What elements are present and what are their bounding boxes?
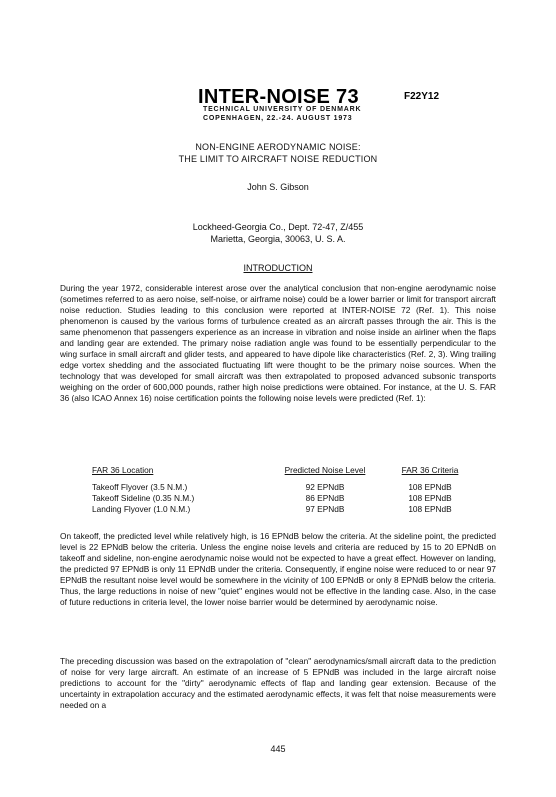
- cell-criteria: 108 EPNdB: [408, 493, 452, 503]
- paper-title-line-2: THE LIMIT TO AIRCRAFT NOISE REDUCTION: [178, 154, 378, 164]
- page-number: 445: [270, 744, 286, 754]
- section-heading: [0, 263, 556, 273]
- paragraph-1: During the year 1972, considerable interest arose over the analytical conclusion that non-engine aerodynamic noise (sometimes referred to as aero noise, self-noise, or airframe noise) could be a lower barrier or limit for transport aircraft noise reduction. Studies leading to this conclusion were reported at INTER-NOISE 72 (Ref. 1). This noise phenomenon is caused by the various forms of turbulence created as an aircraft passes through the air. This is the same phenomenon that passengers experience as an increase in vibration and noise inside an airliner when the flaps and landing gear are extended. The primary noise radiation angle was found to be essentially perpendicular to the wing surface in small aircraft and glider tests, and appeared to have dipole like characteristics (Ref. 2, 3). Wing trailing edge vortex shedding and the associated fluctuating lift were thought to be the primary noise sources. When the technology that was developed for small aircraft was then extrapolated to proposed advanced subsonic transports weighing on the order of 600,000 pounds, rather high noise predictions were obtained. For instance, at the U. S. FAR 36 (also ICAO Annex 16) noise certification points the following noise levels were predicted (Ref. 1):: [60, 283, 496, 404]
- conference-title: INTER-NOISE 73: [198, 86, 359, 108]
- cell-criteria: 108 EPNdB: [408, 504, 452, 514]
- cell-predicted: 97 EPNdB: [305, 504, 345, 514]
- cell-location: Landing Flyover (1.0 N.M.): [92, 504, 191, 514]
- cell-location: Takeoff Flyover (3.5 N.M.): [92, 482, 188, 492]
- column-header-location: FAR 36 Location: [92, 465, 154, 475]
- table-row: [92, 504, 470, 515]
- paragraph-3: The preceding discussion was based on the extrapolation of "clean" aerodynamics/small aircraft data to the prediction of noise for very large aircraft. An estimate of an increase of 5 EPNdB was included in the large aircraft noise predictions to account for the "dirty" aerodynamic effects of flap and landing gear extension. Because of the uncertainty in extrapolation accuracy and the estimated aerodynamic effects, it was felt that noise measurements were needed on a: [60, 656, 496, 711]
- paper-code: F22Y12: [404, 91, 440, 102]
- noise-levels-table: [92, 465, 470, 515]
- cell-predicted: 92 EPNdB: [305, 482, 345, 492]
- section-heading-text: INTRODUCTION: [243, 263, 313, 273]
- cell-location: Takeoff Sideline (0.35 N.M.): [92, 493, 195, 503]
- paper-title-line-1: NON-ENGINE AERODYNAMIC NOISE:: [195, 142, 361, 152]
- conference-university: TECHNICAL UNIVERSITY OF DENMARK: [203, 106, 362, 113]
- table-row: [92, 493, 470, 504]
- conference-location-dates: COPENHAGEN, 22.-24. AUGUST 1973: [203, 115, 353, 122]
- affiliation-line-1: Lockheed-Georgia Co., Dept. 72-47, Z/455: [192, 222, 364, 232]
- affiliation-line-2: Marietta, Georgia, 30063, U. S. A.: [210, 234, 346, 244]
- paragraph-2: On takeoff, the predicted level while relatively high, is 16 EPNdB below the criteria. At the sideline point, the predicted level is 22 EPNdB below the criteria. Unless the engine noise levels and criteria are reduced by 15 to 20 EPNdB on takeoff and sideline, non-engine aerodynamic noise would not be expected to have a great effect. However on landing, the predicted 97 EPNdB is only 11 EPNdB under the criteria. Consequently, if engine noise were reduced to or near 97 EPNdB the resultant noise level would be somewhere in the vicinity of 100 EPNdB or only 8 EPNdB below the criteria. Thus, the large reductions in noise of new "quiet" engines would not be effective in the landing case. Also, in the case of future reductions in criteria level, the lower noise barrier would be determined by aerodynamic noise.: [60, 531, 496, 608]
- column-header-predicted: Predicted Noise Level: [284, 465, 366, 475]
- table-row: [92, 482, 470, 493]
- cell-criteria: 108 EPNdB: [408, 482, 452, 492]
- column-header-criteria: FAR 36 Criteria: [401, 465, 459, 475]
- table-header-row: [92, 465, 470, 482]
- author-name: John S. Gibson: [247, 182, 309, 192]
- cell-predicted: 86 EPNdB: [305, 493, 345, 503]
